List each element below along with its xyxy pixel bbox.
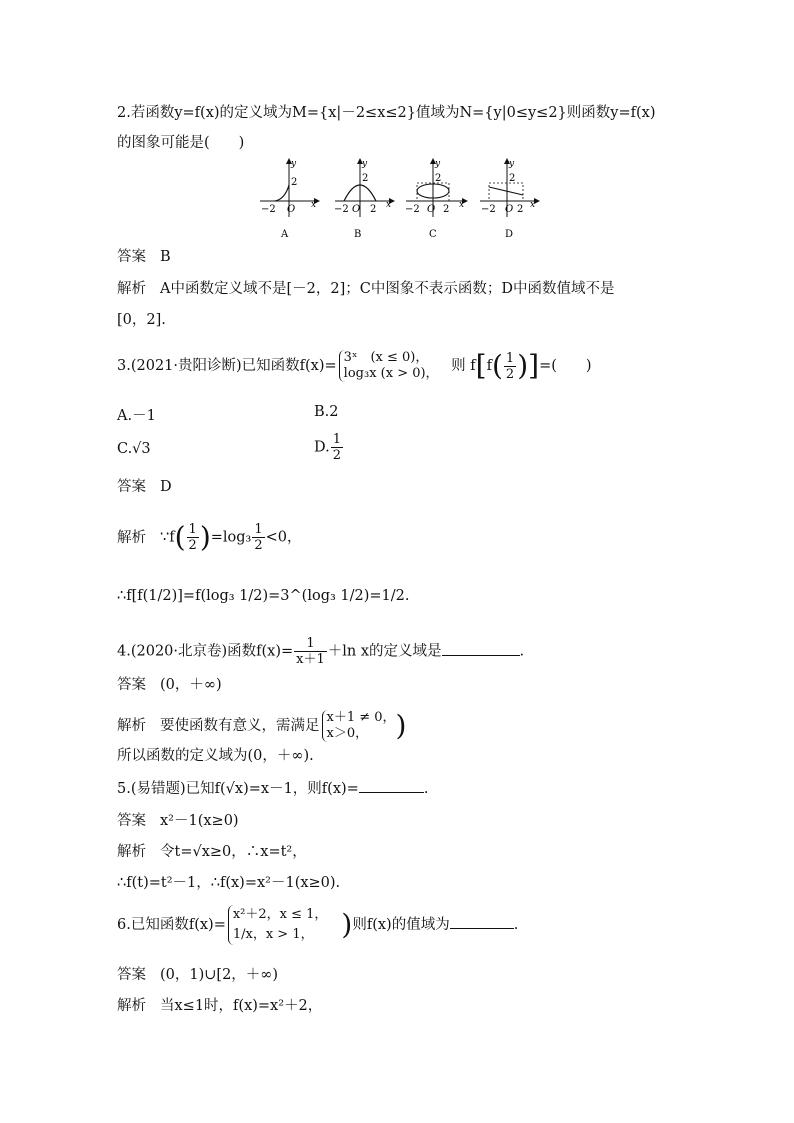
svg-text:2: 2 [362, 173, 369, 184]
svg-text:x: x [386, 200, 392, 210]
q4-analysis-line2: 所以函数的定义域为(0，＋∞). [117, 748, 314, 764]
svg-text:2: 2 [443, 204, 450, 215]
q6-answer-blank[interactable] [450, 914, 514, 929]
svg-text:−2: −2 [481, 204, 496, 215]
q4-answer-blank[interactable] [442, 641, 520, 656]
q2-stem-line2: 的图象可能是( ) [117, 135, 245, 151]
q5-answer: x²－1(x≥0) [160, 813, 239, 829]
q3-piecewise: 3ˣ (x ≤ 0)， log₃x (x > 0)， [339, 350, 439, 382]
graph-label-c: C [429, 229, 437, 240]
svg-text:O: O [352, 204, 361, 215]
q2-answer: B [160, 249, 171, 265]
svg-text:2: 2 [517, 204, 524, 215]
graph-b [334, 159, 392, 240]
svg-text:O: O [427, 204, 436, 215]
svg-text:x: x [530, 200, 536, 210]
svg-text:y: y [291, 159, 297, 169]
svg-text:x: x [459, 200, 465, 210]
svg-text:x: x [311, 200, 317, 210]
q3-option-b: B.2 [314, 404, 339, 420]
q2-graphs [255, 155, 545, 245]
q3-analysis-line2: ∴f[f(1/2)]=f(log₃ 1/2)=3^(log₃ 1/2)=1/2. [117, 588, 410, 604]
q6-stem: 6.已知函数f(x)= x²＋2，x ≤ 1， 1/x，x > 1， )则f(x)的值域为 . [117, 905, 518, 945]
svg-text:2: 2 [509, 173, 516, 184]
q4-answer-row: 答案 (0，＋∞) [117, 677, 222, 693]
q5-analysis-line1: 解析 令t=√x≥0，∴x=t²， [117, 844, 307, 860]
svg-text:O: O [505, 204, 514, 215]
graph-label-a: A [281, 229, 289, 240]
svg-text:−2: −2 [261, 204, 276, 215]
q2-answer-row [117, 247, 171, 267]
q3-analysis-line1: 解析 ∵f( $\frac{1}{2}$ )=log₃ $\frac{1}{2}$ <0， [117, 520, 302, 554]
q5-answer-blank[interactable] [359, 778, 424, 793]
q3-option-c: C.√3 [117, 441, 151, 457]
q2-analysis-line2: [0，2]. [117, 312, 166, 328]
q5-stem: 5.(易错题)已知f(√x)=x－1，则f(x)= . [117, 778, 428, 799]
graph-label-b: B [354, 229, 362, 240]
answer-label: 答案 [117, 249, 146, 265]
graph-c [405, 159, 465, 240]
q2-analysis-line1: 解析 A中函数定义域不是[－2，2]；C中图象不表示函数；D中函数值域不是 [117, 281, 615, 297]
svg-text:2: 2 [370, 204, 377, 215]
q3-option-a: A.－1 [117, 408, 156, 424]
svg-text:O: O [287, 204, 296, 215]
svg-text:−2: −2 [334, 204, 349, 215]
graph-a [260, 159, 317, 240]
q3-answer: D [160, 479, 172, 495]
svg-text:2: 2 [435, 173, 442, 184]
svg-text:y: y [362, 159, 368, 169]
svg-text:y: y [509, 159, 515, 169]
q3-answer-row: 答案 D [117, 479, 172, 495]
q2-stem-line1: 2.若函数y=f(x)的定义域为M={x|－2≤x≤2}值域为N={y|0≤y≤2}则函数y=f(x) [117, 105, 656, 121]
q3-option-d: D. $\frac{1}{2}$ [314, 432, 341, 463]
q4-stem: 4.(2020·北京卷)函数f(x)= $\frac{1}{x+1}$ ＋ln x的定义域是 . [117, 636, 525, 667]
graph-label-d: D [505, 229, 514, 240]
q6-analysis-line1: 解析 当x≤1时，f(x)=x²＋2， [117, 998, 323, 1014]
q3-stem: 3.(2021·贵阳诊断)已知函数f(x)= 3ˣ (x ≤ 0)， log₃x (x > 0)， 则 f[f( $\frac{1}{2}$ )]=( ) [117, 349, 592, 382]
q6-answer-row: 答案 (0，1)∪[2，＋∞) [117, 967, 279, 983]
svg-text:−2: −2 [405, 204, 420, 215]
svg-text:2: 2 [291, 177, 298, 188]
q4-analysis-line1: 解析 要使函数有意义，需满足 x＋1 ≠ 0， x＞0， ) [117, 709, 407, 742]
q5-analysis-line2: ∴f(t)=t²－1，∴f(x)=x²－1(x≥0). [117, 875, 341, 891]
graph-d [480, 159, 537, 240]
q4-answer: (0，＋∞) [160, 677, 222, 693]
q6-answer: (0，1)∪[2，＋∞) [160, 967, 279, 983]
q5-answer-row: 答案 x²－1(x≥0) [117, 813, 239, 829]
svg-text:y: y [435, 159, 441, 169]
analysis-label: 解析 [117, 281, 146, 297]
